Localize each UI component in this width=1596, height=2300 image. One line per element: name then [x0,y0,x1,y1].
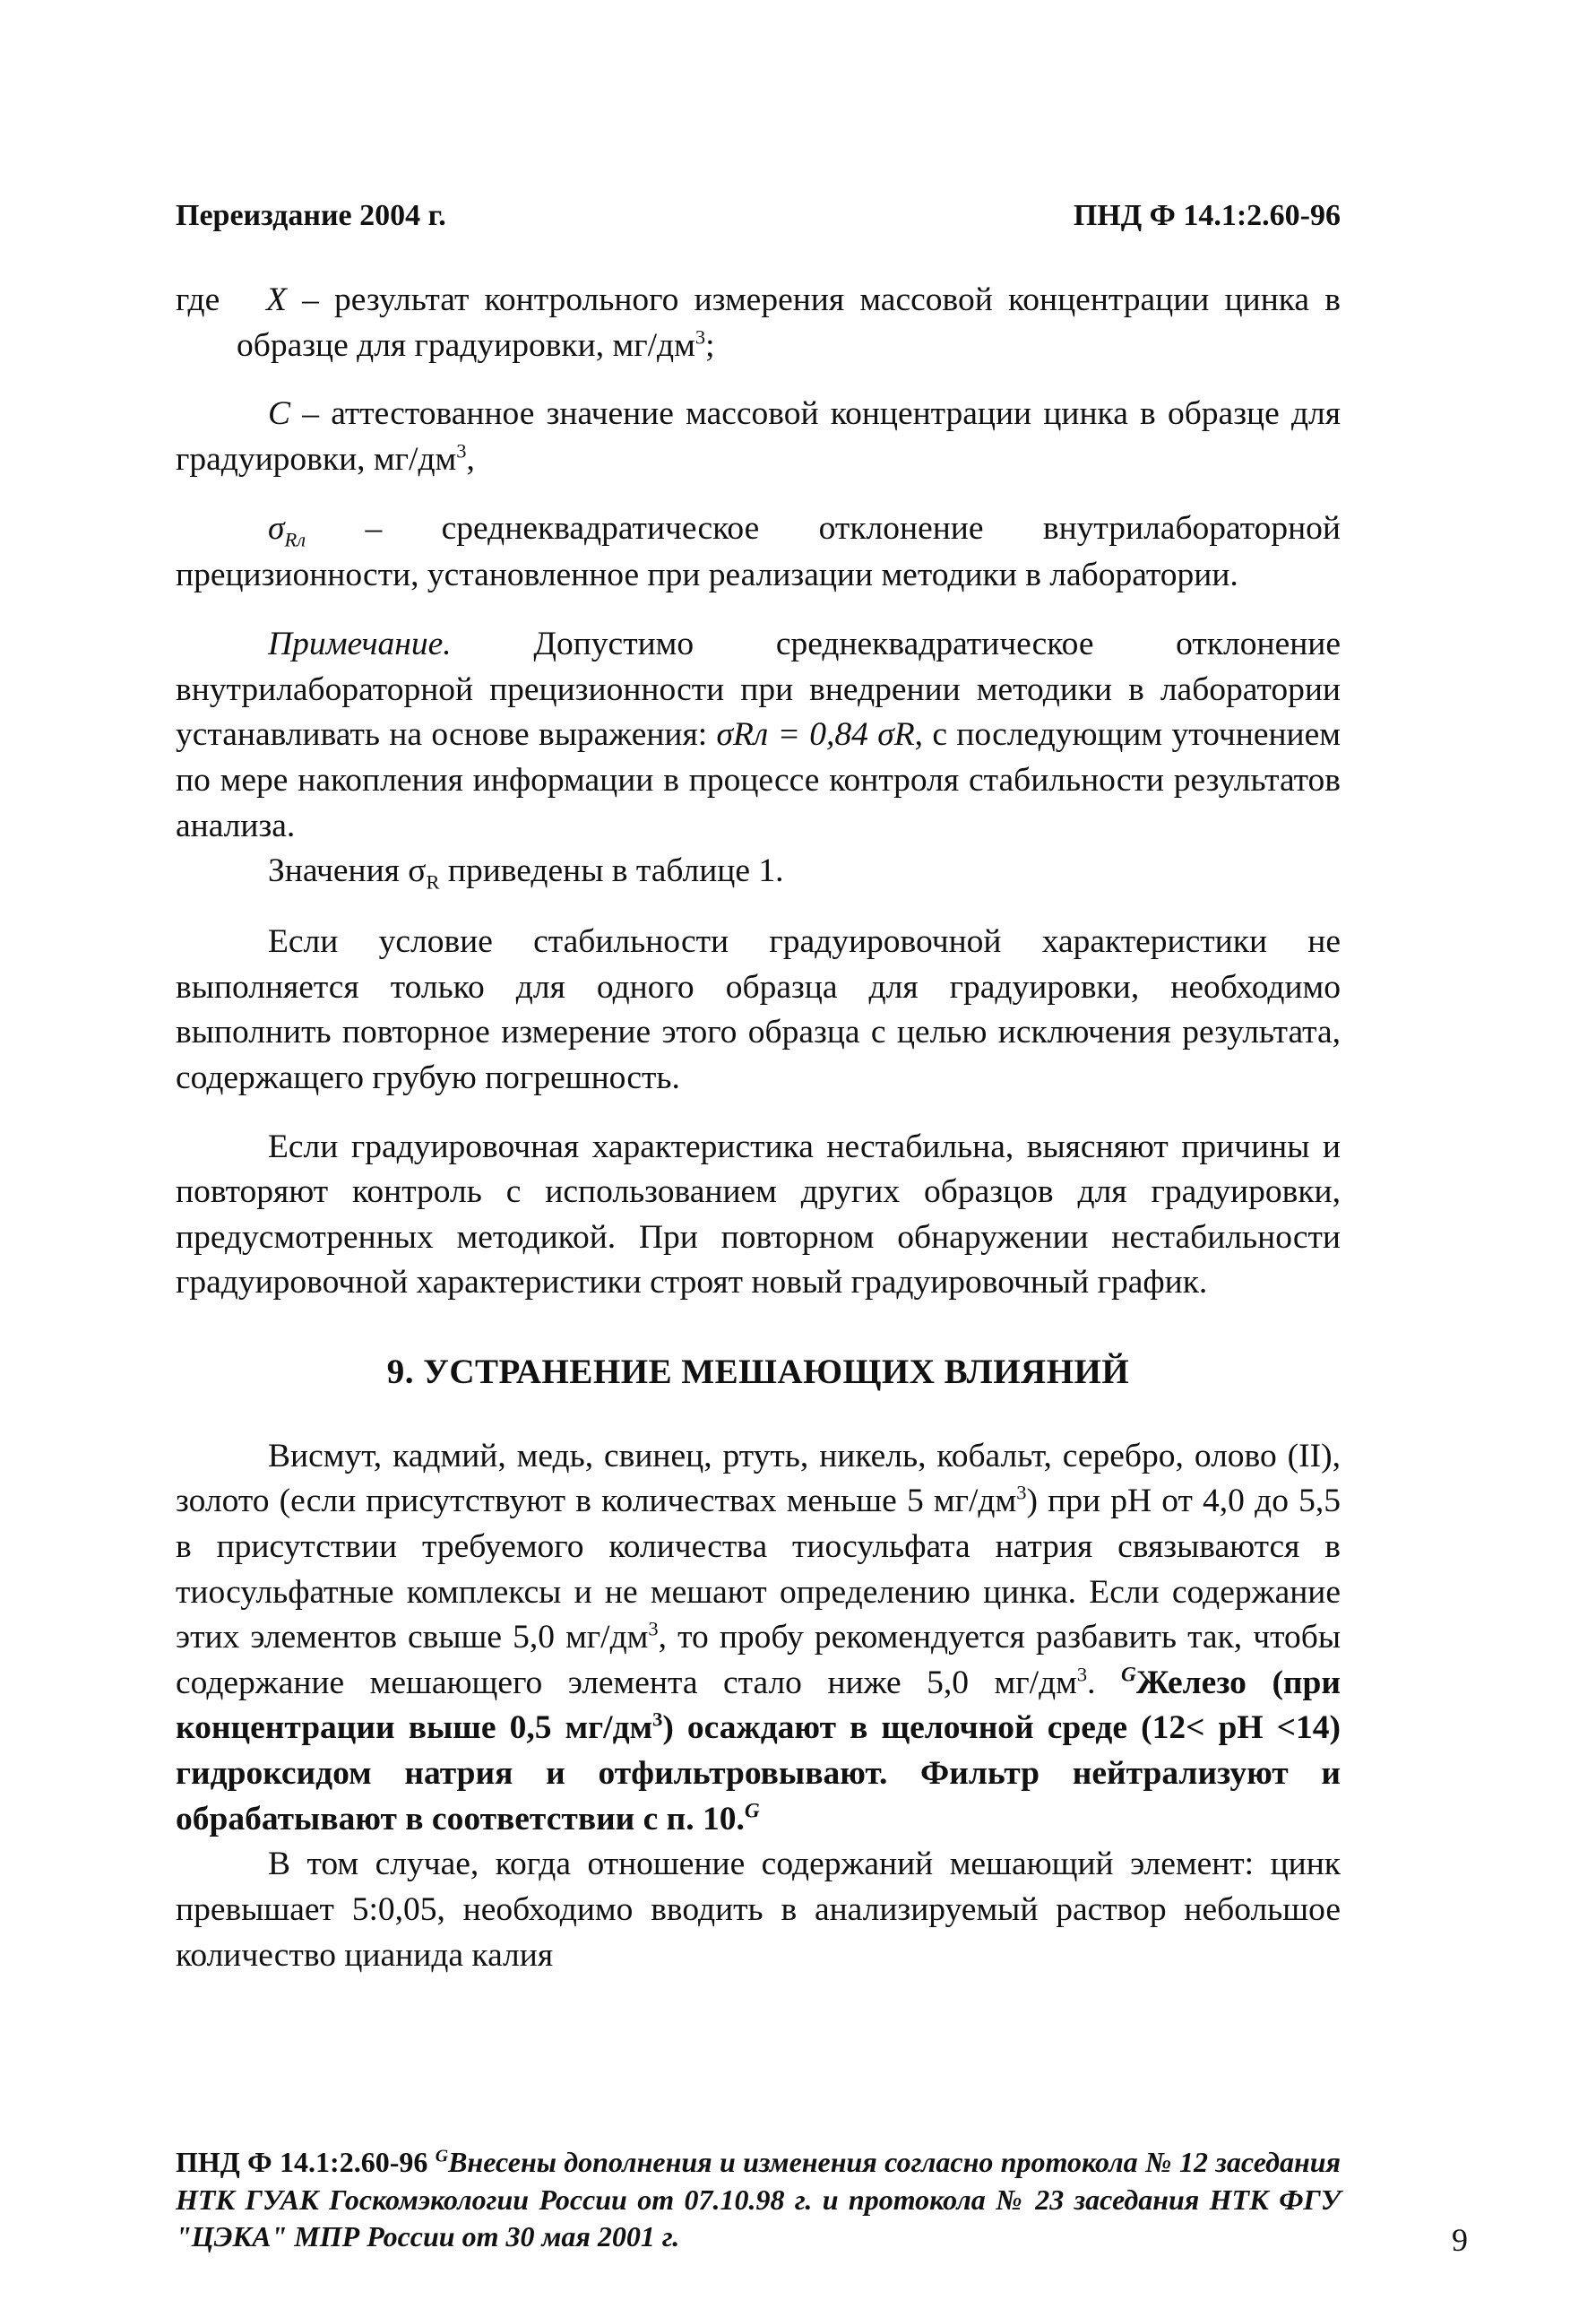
values-before: Значения [268,852,409,890]
sup-3: 3 [1076,1663,1088,1686]
interfering-text-4: . [1087,1664,1122,1701]
footnote-mark: G [435,2146,449,2166]
definition-sigma [176,506,1341,600]
note-text-2: , с последующим уточнением по мере накопления информации в процессе контроля стабильности результатов анализа. [176,716,1341,844]
paragraph-interfering-metals [176,1434,1341,1843]
sup-3: 3 [648,1617,659,1640]
iron-text-2: ) осаждают в щелочной среде (12< рН <14) гидроксидом натрия и отфильтровывают. Фильтр нейтрализуют и обрабатывают в соответствии с п. 10. [176,1709,1341,1837]
note-paragraph [176,622,1341,849]
note-formula: σRл = 0,84 σR [716,716,915,754]
header-doc-code: ПНД Ф 14.1:2.60-96 [1073,199,1341,232]
definition-sigma-text: – среднеквадратическое отклонение внутрилабораторной прецизионности, установленное при реализации методики в лаборатории. [176,509,1341,594]
interfering-text-3: , то пробу рекомендуется разбавить так, чтобы содержание мешающего элемента стало ниже 5,0 мг/дм [176,1619,1342,1701]
page-content [176,278,1341,1978]
paragraph-unstable: Если градуировочная характеристика нестабильна, выясняют причины и повторяют контроль с использованием других образцов для градуировки, предусмотренных методикой. При повторном обнаружении нестабильности градуировочной характеристики строят новый градуировочный график. [176,1128,1341,1301]
iron-text-1: Железо (при концентрации выше 0,5 мг/дм [176,1664,1341,1747]
symbol-sigma-sub: Rл [284,528,306,550]
definition-x-text: – результат контрольного измерения массовой концентрации цинка в образце для градуировки, мг/дм [237,281,1342,364]
page-number: 9 [1452,2222,1468,2258]
footnote-doc-code: ПНД Ф 14.1:2.60-96 [176,2146,428,2178]
amendment-footnote [176,2144,1341,2256]
paragraph-ratio: В том случае, когда отношение содержаний мешающий элемент: цинк превышает 5:0,05, необходимо вводить в анализируемый раствор небольшое количество цианида калия [176,1846,1341,1974]
values-symbol-sub: R [426,870,440,894]
definition-c [176,392,1341,482]
definition-x [176,278,1341,368]
values-after: приведены в таблице 1. [439,852,784,890]
interfering-text-2: ) при рН от 4,0 до 5,5 в присутствии требуемого количества тиосульфата натрия связываются в тиосульфатные комплексы и не мешают определению цинка. Если содержание этих элементов свыше 5,0 мг/дм [176,1483,1341,1656]
note-label: Примечание. [268,626,452,662]
header-edition: Переиздание 2004 г. [176,199,446,232]
definition-c-end: , [466,440,475,478]
sup-3: 3 [1016,1481,1027,1504]
section-heading: 9. УСТРАНЕНИЕ МЕШАЮЩИХ ВЛИЯНИЙ [386,1353,1130,1391]
symbol-sigma: σ [268,509,285,547]
sup-3: 3 [652,1708,663,1731]
page-header [176,199,1341,233]
symbol-x: X [265,281,287,318]
footnote-text: Внесены дополнения и изменения согласно протокола № 12 заседания НТК ГУАК Госкомэкологии России от 07.10.98 г. и протокола № 23 заседания НТК ФГУ "ЦЭКА" МПР России от 30 мая 2001 г. [176,2146,1342,2253]
amendment-mark: G [744,1799,760,1823]
definition-c-text: – аттестованное значение массовой концентрации цинка в образце для градуировки, мг/дм [176,395,1341,478]
values-symbol: σ [408,852,427,890]
paragraph-stability: Если условие стабильности градуировочной характеристики не выполняется только для одного образца для градуировки, необходимо выполнить повторное измерение этого образца с целью исключения результата, содержащего грубую погрешность. [176,923,1341,1096]
sup-3: 3 [456,439,467,463]
where-label: где [176,281,220,318]
amendment-mark: G [1121,1663,1136,1687]
interfering-text-1: Висмут, кадмий, медь, свинец, ртуть, никель, кобальт, серебро, олово (II), золото (если присутствуют в количествах меньше 5 мг/дм [176,1437,1341,1520]
sup-3: 3 [694,325,706,349]
symbol-c: C [268,395,291,433]
definition-x-end: ; [705,326,715,364]
note-text-1: Допустимо среднеквадратическое отклонение внутрилабораторной прецизионности при внедрении методики в лаборатории устанавливать на основе выражения: [176,626,1341,754]
values-line [176,849,1341,896]
